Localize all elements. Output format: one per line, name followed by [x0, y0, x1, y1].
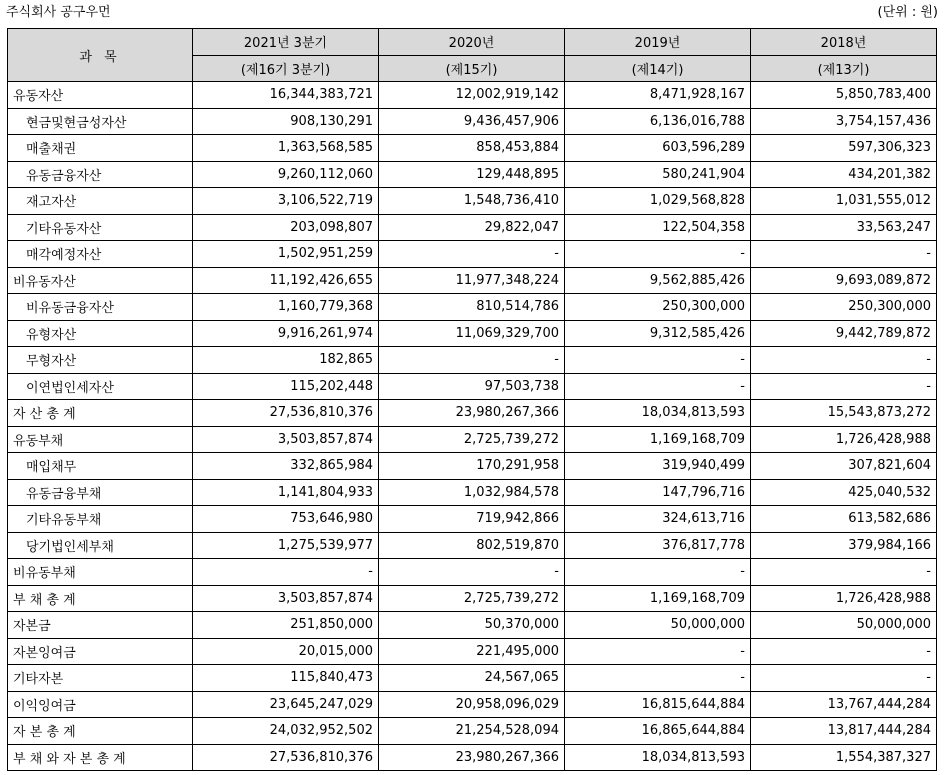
row-value: 18,034,813,593 — [565, 744, 751, 771]
row-value: 753,646,980 — [193, 506, 379, 533]
row-value: 3,503,857,874 — [193, 585, 379, 612]
row-label: 유동부채 — [8, 426, 193, 453]
row-value: 1,029,568,828 — [565, 188, 751, 215]
row-value: - — [565, 638, 751, 665]
row-label: 기타유동부채 — [8, 506, 193, 533]
table-row — [8, 135, 937, 162]
row-value: 597,306,323 — [751, 135, 937, 162]
row-value: 27,536,810,376 — [193, 744, 379, 771]
row-value: 29,822,047 — [379, 214, 565, 241]
table-row — [8, 479, 937, 506]
row-value: - — [751, 665, 937, 692]
column-year-header: 2021년 3분기 — [193, 29, 379, 56]
row-label: 부 채 와 자 본 총 계 — [8, 744, 193, 771]
row-value: 50,000,000 — [565, 612, 751, 639]
table-row — [8, 241, 937, 268]
row-value: 97,503,738 — [379, 373, 565, 400]
row-value: 9,312,585,426 — [565, 320, 751, 347]
row-value: 3,754,157,436 — [751, 108, 937, 135]
row-value: 23,980,267,366 — [379, 744, 565, 771]
table-row — [8, 585, 937, 612]
row-value: 18,034,813,593 — [565, 400, 751, 427]
column-period-header: (제14기) — [565, 55, 751, 82]
row-label: 유동금융자산 — [8, 161, 193, 188]
row-value: 2,725,739,272 — [379, 585, 565, 612]
table-row — [8, 108, 937, 135]
row-value: 1,032,984,578 — [379, 479, 565, 506]
table-row — [8, 400, 937, 427]
column-year-header: 2018년 — [751, 29, 937, 56]
row-value: 2,725,739,272 — [379, 426, 565, 453]
table-row — [8, 691, 937, 718]
row-value: 376,817,778 — [565, 532, 751, 559]
row-label: 재고자산 — [8, 188, 193, 215]
row-value: 1,169,168,709 — [565, 426, 751, 453]
row-label: 매각예정자산 — [8, 241, 193, 268]
row-value: 603,596,289 — [565, 135, 751, 162]
subject-header: 과 목 — [8, 29, 193, 82]
row-value: 319,940,499 — [565, 453, 751, 480]
row-value: 129,448,895 — [379, 161, 565, 188]
row-label: 비유동부채 — [8, 559, 193, 586]
row-value: - — [751, 347, 937, 374]
row-value: - — [565, 373, 751, 400]
row-value: 250,300,000 — [751, 294, 937, 321]
row-value: 3,503,857,874 — [193, 426, 379, 453]
row-value: 23,645,247,029 — [193, 691, 379, 718]
row-label: 유동금융부채 — [8, 479, 193, 506]
row-value: 1,548,736,410 — [379, 188, 565, 215]
table-row — [8, 214, 937, 241]
row-value: 1,502,951,259 — [193, 241, 379, 268]
row-value: 9,916,261,974 — [193, 320, 379, 347]
row-label: 이연법인세자산 — [8, 373, 193, 400]
row-value: 11,069,329,700 — [379, 320, 565, 347]
row-label: 유형자산 — [8, 320, 193, 347]
row-value: 11,192,426,655 — [193, 267, 379, 294]
row-value: 1,169,168,709 — [565, 585, 751, 612]
table-row — [8, 744, 937, 771]
row-value: 810,514,786 — [379, 294, 565, 321]
row-value: 170,291,958 — [379, 453, 565, 480]
row-value: - — [565, 347, 751, 374]
table-row — [8, 559, 937, 586]
row-value: 16,865,644,884 — [565, 718, 751, 745]
row-value: 3,106,522,719 — [193, 188, 379, 215]
row-value: 6,136,016,788 — [565, 108, 751, 135]
financial-summary-table — [7, 28, 937, 771]
row-value: 50,000,000 — [751, 612, 937, 639]
column-year-header: 2020년 — [379, 29, 565, 56]
row-value: 1,160,779,368 — [193, 294, 379, 321]
row-value: 13,817,444,284 — [751, 718, 937, 745]
row-value: 115,202,448 — [193, 373, 379, 400]
table-row — [8, 161, 937, 188]
row-value: 8,471,928,167 — [565, 82, 751, 109]
row-value: 1,275,539,977 — [193, 532, 379, 559]
row-label: 당기법인세부채 — [8, 532, 193, 559]
row-value: 250,300,000 — [565, 294, 751, 321]
table-row — [8, 638, 937, 665]
row-value: 21,254,528,094 — [379, 718, 565, 745]
row-label: 비유동금융자산 — [8, 294, 193, 321]
row-value: 20,015,000 — [193, 638, 379, 665]
row-label: 기타유동자산 — [8, 214, 193, 241]
table-row — [8, 718, 937, 745]
row-label: 매출채권 — [8, 135, 193, 162]
table-row — [8, 426, 937, 453]
row-value: 1,031,555,012 — [751, 188, 937, 215]
row-value: - — [379, 559, 565, 586]
row-value: - — [565, 241, 751, 268]
table-row — [8, 612, 937, 639]
row-value: 613,582,686 — [751, 506, 937, 533]
row-value: 251,850,000 — [193, 612, 379, 639]
row-value: - — [565, 665, 751, 692]
row-value: 147,796,716 — [565, 479, 751, 506]
row-value: 115,840,473 — [193, 665, 379, 692]
row-value: 24,567,065 — [379, 665, 565, 692]
table-row — [8, 294, 937, 321]
row-value: 719,942,866 — [379, 506, 565, 533]
row-value: 1,141,804,933 — [193, 479, 379, 506]
row-value: 9,562,885,426 — [565, 267, 751, 294]
row-value: 332,865,984 — [193, 453, 379, 480]
row-value: 307,821,604 — [751, 453, 937, 480]
column-period-header: (제16기 3분기) — [193, 55, 379, 82]
row-value: 122,504,358 — [565, 214, 751, 241]
table-body — [8, 82, 937, 771]
company-name: 주식회사 공구우먼 — [6, 5, 111, 20]
row-label: 자본잉여금 — [8, 638, 193, 665]
column-year-header: 2019년 — [565, 29, 751, 56]
row-value: 50,370,000 — [379, 612, 565, 639]
row-label: 자본금 — [8, 612, 193, 639]
row-value: 379,984,166 — [751, 532, 937, 559]
unit-label: (단위 : 원) — [877, 5, 938, 20]
table-header — [8, 29, 937, 82]
row-value: 33,563,247 — [751, 214, 937, 241]
row-value: 9,260,112,060 — [193, 161, 379, 188]
row-value: 908,130,291 — [193, 108, 379, 135]
row-label: 자 본 총 계 — [8, 718, 193, 745]
row-value: 16,815,644,884 — [565, 691, 751, 718]
row-value: 23,980,267,366 — [379, 400, 565, 427]
row-label: 부 채 총 계 — [8, 585, 193, 612]
row-value: 16,344,383,721 — [193, 82, 379, 109]
row-value: 12,002,919,142 — [379, 82, 565, 109]
row-label: 이익잉여금 — [8, 691, 193, 718]
table-row — [8, 532, 937, 559]
row-value: 221,495,000 — [379, 638, 565, 665]
row-value: 434,201,382 — [751, 161, 937, 188]
table-row — [8, 82, 937, 109]
table-row — [8, 373, 937, 400]
row-value: - — [751, 638, 937, 665]
row-label: 무형자산 — [8, 347, 193, 374]
table-row — [8, 506, 937, 533]
row-value: 580,241,904 — [565, 161, 751, 188]
row-value: - — [565, 559, 751, 586]
row-label: 매입채무 — [8, 453, 193, 480]
row-label: 자 산 총 계 — [8, 400, 193, 427]
row-value: - — [751, 241, 937, 268]
row-value: 1,726,428,988 — [751, 426, 937, 453]
row-value: 1,363,568,585 — [193, 135, 379, 162]
row-value: 1,554,387,327 — [751, 744, 937, 771]
row-value: 9,442,789,872 — [751, 320, 937, 347]
table-row — [8, 188, 937, 215]
row-value: 13,767,444,284 — [751, 691, 937, 718]
row-value: 11,977,348,224 — [379, 267, 565, 294]
column-period-header: (제15기) — [379, 55, 565, 82]
row-label: 유동자산 — [8, 82, 193, 109]
row-value: 858,453,884 — [379, 135, 565, 162]
row-value: 802,519,870 — [379, 532, 565, 559]
table-row — [8, 267, 937, 294]
row-value: - — [751, 373, 937, 400]
table-row — [8, 347, 937, 374]
table-row — [8, 320, 937, 347]
row-value: 20,958,096,029 — [379, 691, 565, 718]
row-label: 비유동자산 — [8, 267, 193, 294]
row-value: 182,865 — [193, 347, 379, 374]
column-period-header: (제13기) — [751, 55, 937, 82]
row-value: - — [379, 347, 565, 374]
row-value: 9,693,089,872 — [751, 267, 937, 294]
row-value: 24,032,952,502 — [193, 718, 379, 745]
row-value: 15,543,873,272 — [751, 400, 937, 427]
row-value: 1,726,428,988 — [751, 585, 937, 612]
row-label: 현금및현금성자산 — [8, 108, 193, 135]
row-value: - — [193, 559, 379, 586]
row-value: 425,040,532 — [751, 479, 937, 506]
row-value: 5,850,783,400 — [751, 82, 937, 109]
header-row-years — [8, 29, 937, 56]
row-value: 27,536,810,376 — [193, 400, 379, 427]
row-value: 9,436,457,906 — [379, 108, 565, 135]
row-value: 324,613,716 — [565, 506, 751, 533]
row-label: 기타자본 — [8, 665, 193, 692]
row-value: - — [751, 559, 937, 586]
row-value: 203,098,807 — [193, 214, 379, 241]
table-row — [8, 665, 937, 692]
table-row — [8, 453, 937, 480]
row-value: - — [379, 241, 565, 268]
